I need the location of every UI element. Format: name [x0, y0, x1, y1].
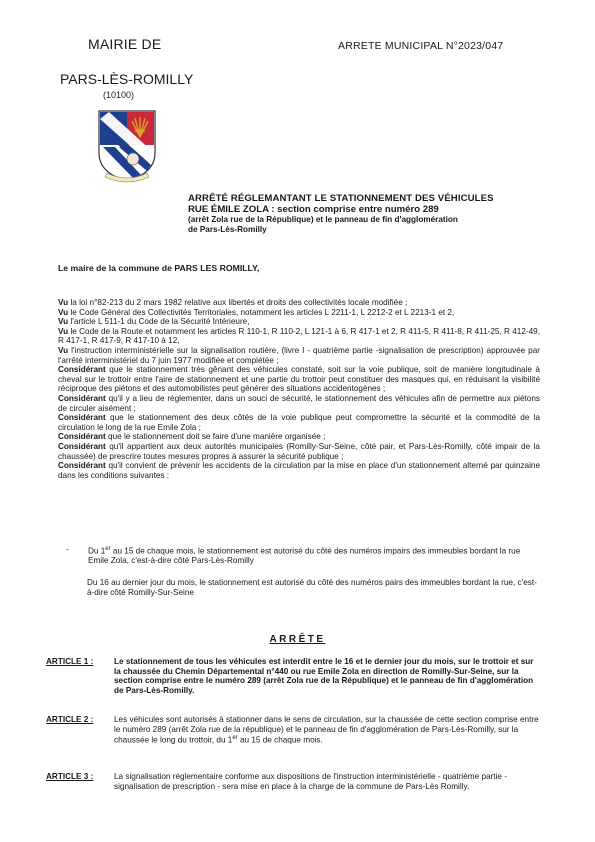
- visa-item: Vu le Code de la Route et notamment les articles R 110-1, R 110-2, L 121-1 à 6, R 417-1 et 2, R 411-5, R 411-8, R 411-25, R 412-49, R 417-1, R 417-9, R 417-10 à 12,: [58, 326, 540, 346]
- arrete-number: ARRETE MUNICIPAL N°2023/047: [338, 40, 504, 52]
- article-label: ARTICLE 3 :: [46, 772, 94, 781]
- list-dash: -: [66, 545, 69, 554]
- article-text: La signalisation réglementaire conforme aux dispositions de l'instruction interministérielle - quatrième partie - signalisation de prescription - sera mise en place à la charge de la commune de Pars-Lès Romilly.: [114, 772, 507, 791]
- visa-item: Vu la loi n°82-213 du 2 mars 1982 relative aux libertés et droits des collectivités locale modifiée ;: [58, 298, 408, 307]
- considerant-item: Considérant qu'il appartient aux deux autorités municipales (Romilly-Sur-Seine, côté pair, et Pars-Lès-Romilly, côté impair de la chaussée) de prescrire toutes mesures propres à assurer la sécurité publique ;: [58, 441, 540, 461]
- title-line-2: RUE ÉMILE ZOLA : section comprise entre numéro 289: [188, 204, 439, 215]
- postal-code: (10100): [103, 90, 135, 100]
- visa-item: Vu le Code Général des Collectivités Territoriales, notamment les articles L 2211-1, L 2212-2 et L 2213-1 et 2,: [58, 307, 455, 317]
- visa-item: Vu l'article L 511-1 du Code de la Sécurité Intérieure,: [58, 317, 250, 327]
- article-label: ARTICLE 1 :: [46, 657, 94, 666]
- considerant-item: Considérant qu'il y a lieu de réglementer, dans un souci de sécurité, le stationnement des véhicules afin de permettre aux piétons de circuler aisément ;: [58, 393, 540, 413]
- coat-of-arms-icon: [95, 107, 159, 183]
- considerant-item: Considérant que le stationnement doit se faire d'une manière organisée ;: [58, 432, 326, 442]
- article-label: ARTICLE 2 :: [46, 715, 94, 724]
- mairie-label: MAIRIE DE: [88, 36, 162, 52]
- considerant-item: Considérant que le stationnement très gênant des véhicules constaté, soit sur la voie publique, soit de manière longitudinale à cheval sur le trottoir entre l'aire de stationnement et une partie du trottoir peut constituer des masques qui, en réduisant la visibilité réciproque des piétons et des automobilistes peut générer des situations accidentogènes ;: [58, 365, 540, 394]
- arrete-heading: ARRÊTE: [269, 634, 326, 645]
- visas-list: [58, 298, 540, 480]
- considerant-item: Considérant que le stationnement des deux côtés de la voie publique peut compromettre la sécurité et la commodité de la circulation le long de la rue Emile Zola ;: [58, 413, 540, 432]
- title-line-3: (arrêt Zola rue de la République) et le panneau de fin d'agglomération: [188, 215, 458, 224]
- commune-name: PARS-LÈS-ROMILLY: [60, 71, 194, 87]
- visa-item: Vu l'instruction interministérielle sur la signalisation routière, (livre I - quatrième partie -signalisation de prescription) approuvée par l'arrêté interministériel du 7 juin 1977 modifiée et complétée ;: [58, 345, 540, 365]
- document-title: [188, 193, 538, 235]
- article-text: Le stationnement de tous les véhicules est interdit entre le 16 et le dernier jour du mois, sur le trottoir et sur la chaussée du Chemin Départemental n°440 ou rue Emile Zola en direction de Romilly-Sur-Seine, sur la section comprise entre le numéro 289 (arrêt Zola rue de la République) et le panneau de fin d'agglomération de Pars-Lès-Romilly.: [114, 657, 534, 695]
- title-line-1: ARRÊTÉ RÉGLEMANTANT LE STATIONNEMENT DES VÉHICULES: [188, 193, 494, 204]
- condition-text: Du 1er au 15 de chaque mois, le stationnement est autorisé du côté des numéros impairs des immeubles bordant la rue Emile Zola, c'est-à-dire côté Pars-Lès-Romilly: [88, 546, 521, 566]
- title-line-4: de Pars-Lès-Romilly: [188, 225, 267, 234]
- condition-item-2: Du 16 au dernier jour du mois, le stationnement est autorisé du côté des numéros pairs des immeubles bordant la rue, c'est-à-dire côté Romilly-Sur-Seine: [87, 578, 537, 597]
- maire-preamble: Le maire de la commune de PARS LES ROMILLY,: [58, 263, 260, 273]
- considerant-item: Considérant qu'il convient de prévenir les accidents de la circulation par la mise en place d'un stationnement alterné par quinzaine dans les conditions suivantes :: [58, 461, 540, 480]
- article-text: Les véhicules sont autorisés à stationner dans le sens de circulation, sur la chaussée de cette section comprise entre le numéro 289 (arrêt Zola rue de la république) et le panneau de fin d'agglomération de Pars-Lès-Romilly, sur la chaussée le long du trottoir, du 1er au 15 de chaque mois.: [114, 715, 539, 745]
